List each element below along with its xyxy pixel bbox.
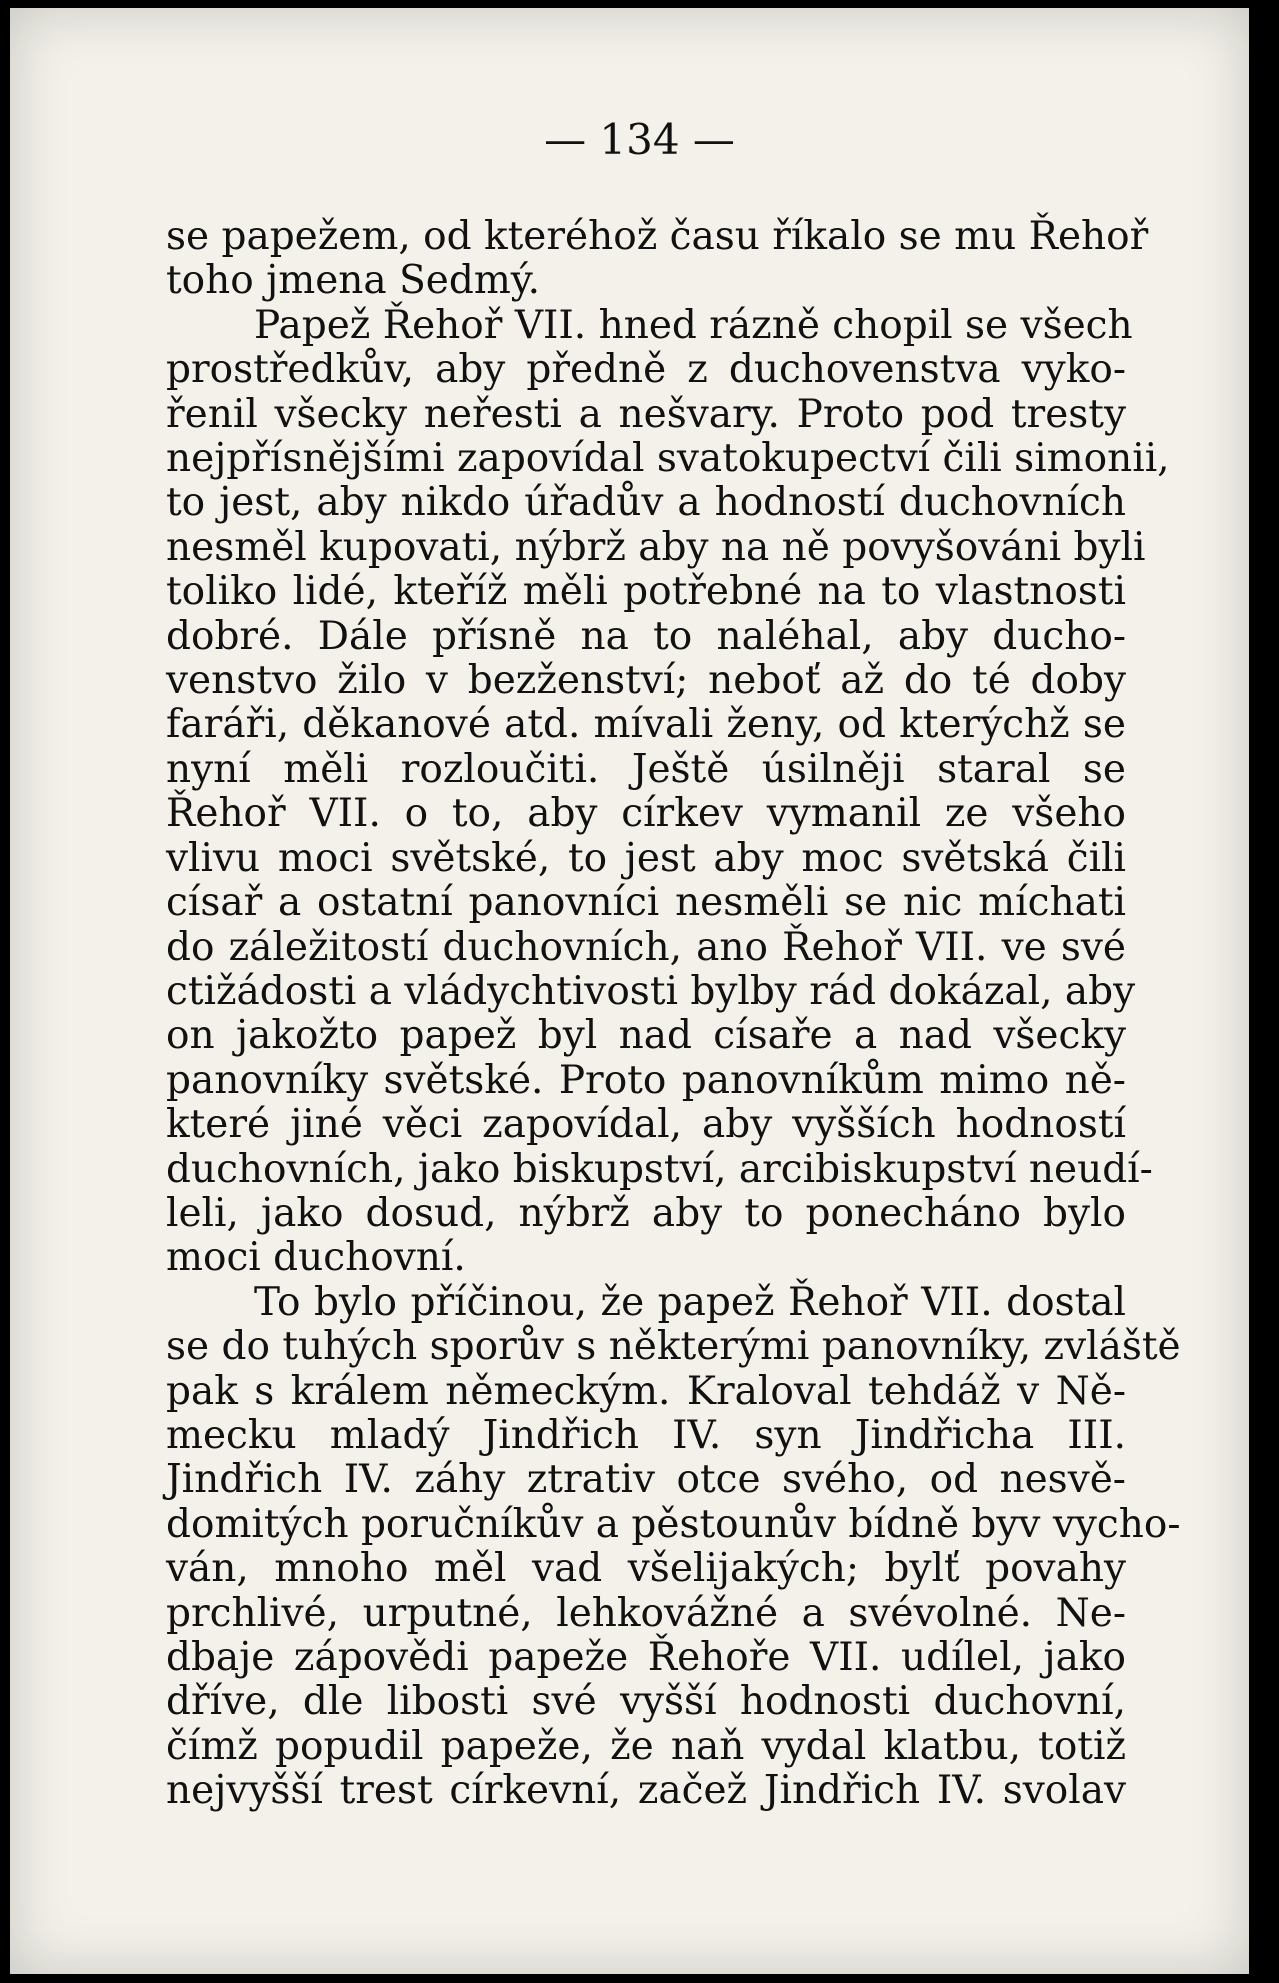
binding-edge (1249, 0, 1267, 1983)
text-line: nejpřísnějšími zapovídal svatokupectví čili simonii, (166, 436, 1170, 482)
text-line: nesměl kupovati, nýbrž aby na ně povyšováni byli (166, 524, 1146, 570)
text-line: ván, mnoho měl vad všelijakých; bylť povahy (166, 1546, 1126, 1592)
text-line: které jiné věci zapovídal, aby vyšších hodností (166, 1102, 1126, 1148)
text-line: se papežem, od kteréhož času říkalo se mu Řehoř (166, 214, 1149, 259)
text-line: dbaje zápovědi papeže Řehoře VII. udílel, jako (166, 1635, 1126, 1680)
text-line: domitých poručníkův a pěstounův bídně byv vycho- (166, 1501, 1181, 1547)
text-line: mecku mladý Jindřich IV. syn Jindřicha III. (166, 1412, 1126, 1458)
text-line: To bylo příčinou, že papež Řehoř VII. dostal (254, 1279, 1126, 1325)
paragraph-3 (166, 1279, 1181, 1814)
text-line: moci duchovní. (166, 1235, 466, 1281)
text-line: čímž popudil papeže, že naň vydal klatbu, totiž (166, 1723, 1126, 1769)
text-line: duchovních, jako biskupství, arcibiskupství neudí- (166, 1146, 1153, 1192)
text-line: faráři, děkanové atd. mívali ženy, od kterýchž se (166, 702, 1126, 748)
text-line: Papež Řehoř VII. hned rázně chopil se všech (254, 302, 1133, 348)
text-line: se do tuhých sporův s některými panovníky, zvláště (166, 1324, 1181, 1370)
text-line: prostředkův, aby předně z duchovenstva vyko- (166, 347, 1126, 393)
page-number: — 134 — (544, 115, 735, 164)
text-line: nyní měli rozloučiti. Ještě úsilněji staral se (166, 746, 1126, 792)
paragraph-2 (166, 302, 1170, 1281)
text-line: prchlivé, urputné, lehkovážné a svévolné. Ne- (166, 1590, 1126, 1636)
text-line: dobré. Dále přísně na to naléhal, aby ducho- (166, 613, 1126, 659)
text-line: panovníky světské. Proto panovníkům mimo ně- (166, 1057, 1126, 1103)
text-line: Jindřich IV. záhy ztrativ otce svého, od nesvě- (166, 1457, 1126, 1503)
body-text (166, 214, 1181, 1814)
text-line: toho jmena Sedmý. (166, 258, 541, 304)
text-line: císař a ostatní panovníci nesměli se nic míchati (166, 880, 1126, 926)
text-line: řenil všecky neřesti a nešvary. Proto pod tresty (166, 391, 1126, 437)
text-line: pak s králem německým. Kraloval tehdáž v Ně- (166, 1368, 1126, 1414)
text-line: nejvyšší trest církevní, začež Jindřich IV. svolav (166, 1768, 1126, 1814)
text-line: Řehoř VII. o to, aby církev vymanil ze všeho (166, 791, 1126, 837)
text-line: toliko lidé, kteříž měli potřebné na to vlastnosti (166, 569, 1126, 615)
text-line: leli, jako dosud, nýbrž aby to ponecháno bylo (166, 1190, 1126, 1236)
text-line: vlivu moci světské, to jest aby moc světská čili (166, 835, 1126, 881)
text-line: to jest, aby nikdo úřadův a hodností duchovních (166, 480, 1126, 526)
text-line: dříve, dle libosti své vyšší hodnosti duchovní, (166, 1679, 1126, 1725)
text-line: on jakožto papež byl nad císaře a nad všecky (166, 1013, 1126, 1059)
text-line: ctižádosti a vládychtivosti bylby rád dokázal, aby (166, 968, 1136, 1014)
text-line: do záležitostí duchovních, ano Řehoř VII. ve své (166, 924, 1126, 970)
text-line: venstvo žilo v bezženství; neboť až do té doby (166, 658, 1126, 704)
paragraph-1 (166, 214, 1149, 304)
